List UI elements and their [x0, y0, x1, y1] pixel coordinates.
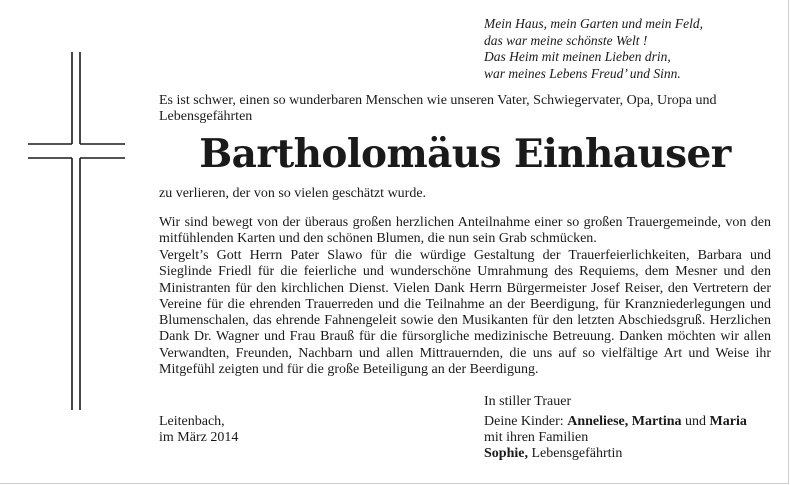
deceased-name: Bartholomäus Einhauser: [199, 131, 731, 177]
place-date: [159, 414, 238, 446]
names-joiner: und: [681, 414, 710, 429]
partner-label: Lebensgefährtin: [527, 446, 623, 461]
thanks-paragraph-2: Vergelt’s Gott Herrn Pater Slawo für die würdige Gestaltung der Trauerfeierlichkeiten, Barbara und Sieglinde Friedl für die feierliche und wunderschöne Umrahmung des Requiems, dem Mesner und den Ministranten für den kirchlichen Dienst. Vielen Dank Herrn Bürgermeister Josef Reiser, den Vertretern der Vereine für die ehrenden Trauerreden und die Teilnahme an der Beerdigung, für Kranzniederlegungen und Blumenschalen, das ehrende Fahnengeleit sowie den Musikanten für den letzten Abschiedsgruß. Herzlichen Dank Dr. Wagner und Frau Brauß für die fürsorgliche medizinische Betreuung. Danken möchten wir allen Verwandten, Freunden, Nachbarn und allen Mittrauernden, die uns auf so vielfältige Art und Weise ihr Mitgefühl zeigten und für die große Beteiligung an der Beerdigung.: [159, 248, 771, 378]
child-name-maria: Maria: [709, 414, 747, 429]
in-mourning-label: In stiller Trauer: [484, 394, 572, 409]
poem-line: das war meine schönste Welt !: [484, 32, 648, 48]
lose-line: zu verlieren, der von so vielen geschätzt wurde.: [159, 186, 427, 201]
signers-line-1: [484, 414, 774, 430]
place: Leitenbach,: [159, 414, 225, 429]
poem-line: war meines Lebens Freud’ und Sinn.: [484, 65, 681, 81]
children-names: Anneliese, Martina: [567, 414, 682, 429]
signers-line-3: [484, 446, 774, 462]
partner-name: Sophie,: [484, 446, 528, 461]
thanks-paragraph-1: Wir sind bewegt von der überaus großen herzlichen Anteilnahme einer so großen Trauergemeinde, von den mitfühlenden Karten und den schönen Blumen, die nun sein Grab schmücken.: [159, 215, 771, 247]
date: im März 2014: [159, 430, 239, 445]
signers-line-2: mit ihren Familien: [484, 430, 589, 445]
poem-line: Mein Haus, mein Garten und mein Feld,: [484, 16, 703, 31]
children-prefix: Deine Kinder:: [484, 414, 568, 429]
poem-line: Das Heim mit meinen Lieben drin,: [484, 49, 671, 64]
intro-text: Es ist schwer, einen so wunderbaren Menschen wie unseren Vater, Schwiegervater, Opa, Uropa und Lebensgefährten: [159, 93, 717, 124]
cross-icon: [0, 0, 160, 485]
poem: [484, 16, 774, 82]
signers: [484, 414, 774, 462]
